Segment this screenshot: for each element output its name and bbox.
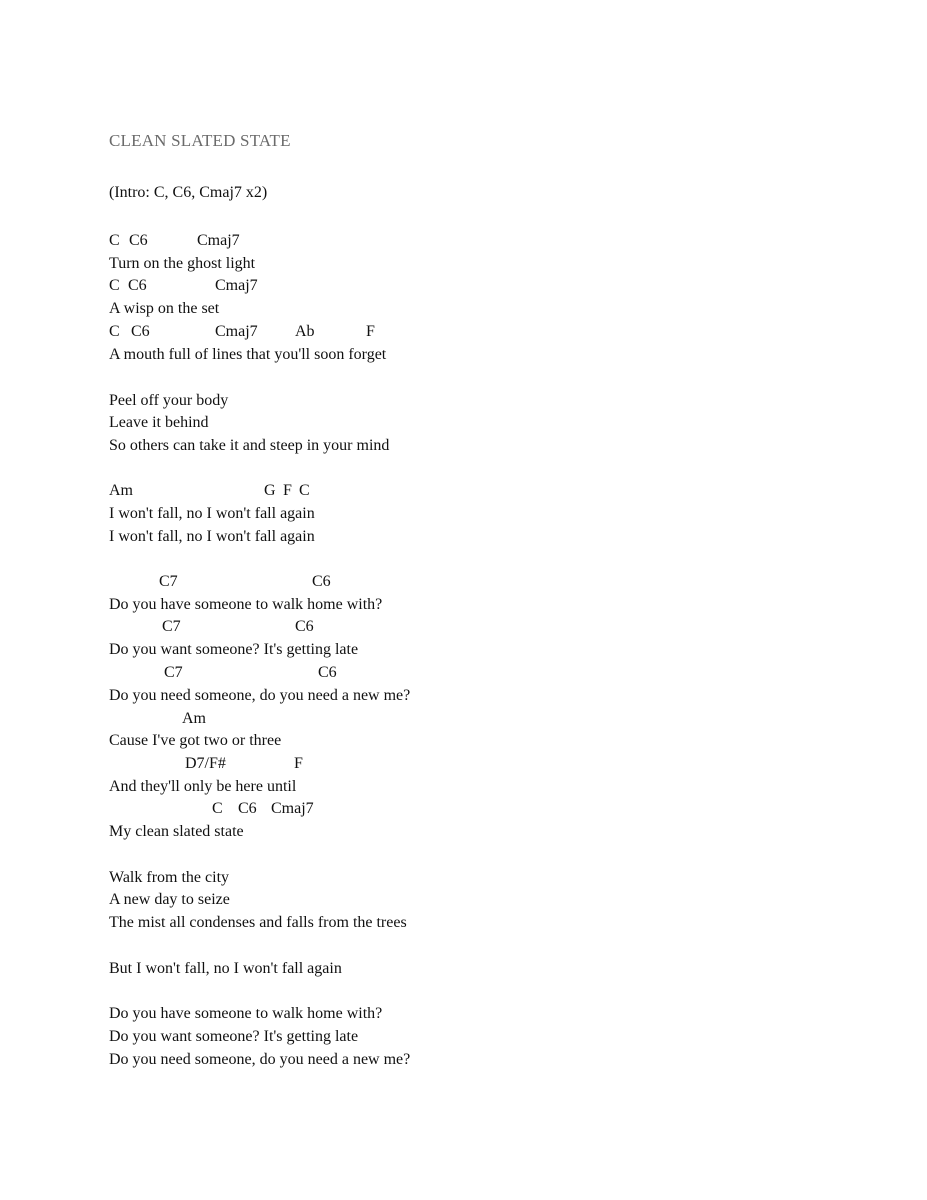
chord: C7: [164, 664, 183, 681]
chord: C7: [159, 573, 178, 590]
lyric-line: But I won't fall, no I won't fall again: [109, 960, 342, 977]
intro-line: (Intro: C, C6, Cmaj7 x2): [109, 184, 268, 201]
lyric-line: A wisp on the set: [109, 300, 220, 317]
chord: F: [366, 323, 375, 340]
chord: C: [212, 800, 223, 817]
lyric-line: And they'll only be here until: [109, 778, 297, 795]
chord: C: [299, 482, 310, 499]
chord: C: [109, 277, 120, 294]
chord: Cmaj7: [271, 800, 314, 817]
chord: C6: [129, 232, 148, 249]
chord: F: [283, 482, 292, 499]
lyric-line: My clean slated state: [109, 823, 244, 840]
chord: D7/F#: [185, 755, 226, 772]
chord: C6: [318, 664, 337, 681]
lyric-line: Do you have someone to walk home with?: [109, 1005, 383, 1022]
chord: C: [109, 323, 120, 340]
lyric-line: Walk from the city: [109, 869, 230, 886]
song-title: CLEAN SLATED STATE: [109, 131, 291, 150]
lyric-line: Do you have someone to walk home with?: [109, 596, 383, 613]
lyric-line: Do you need someone, do you need a new me?: [109, 1051, 411, 1068]
chord: C6: [312, 573, 331, 590]
chord: C6: [295, 618, 314, 635]
chord: G: [264, 482, 276, 499]
chord: Am: [109, 482, 133, 499]
chord: C7: [162, 618, 181, 635]
chord: F: [294, 755, 303, 772]
lyric-line: Do you need someone, do you need a new me?: [109, 687, 411, 704]
chord: Cmaj7: [215, 323, 258, 340]
lyric-line: I won't fall, no I won't fall again: [109, 505, 315, 522]
lyric-line: Cause I've got two or three: [109, 732, 282, 749]
lyric-line: So others can take it and steep in your mind: [109, 437, 390, 454]
chord: C6: [128, 277, 147, 294]
lyric-line: A new day to seize: [109, 891, 230, 908]
chord: C: [109, 232, 120, 249]
lyric-line: Leave it behind: [109, 414, 209, 431]
chord: Ab: [295, 323, 315, 340]
lyric-line: The mist all condenses and falls from the trees: [109, 914, 407, 931]
lyric-line: Turn on the ghost light: [109, 255, 256, 272]
chord: Cmaj7: [215, 277, 258, 294]
lyric-line: I won't fall, no I won't fall again: [109, 528, 315, 545]
chord: Cmaj7: [197, 232, 240, 249]
chord: Am: [182, 710, 206, 727]
chord: C6: [238, 800, 257, 817]
chord: C6: [131, 323, 150, 340]
lyric-line: A mouth full of lines that you'll soon forget: [109, 346, 387, 363]
lyric-line: Do you want someone? It's getting late: [109, 1028, 359, 1045]
lyric-line: Peel off your body: [109, 392, 229, 409]
lyric-line: Do you want someone? It's getting late: [109, 641, 359, 658]
